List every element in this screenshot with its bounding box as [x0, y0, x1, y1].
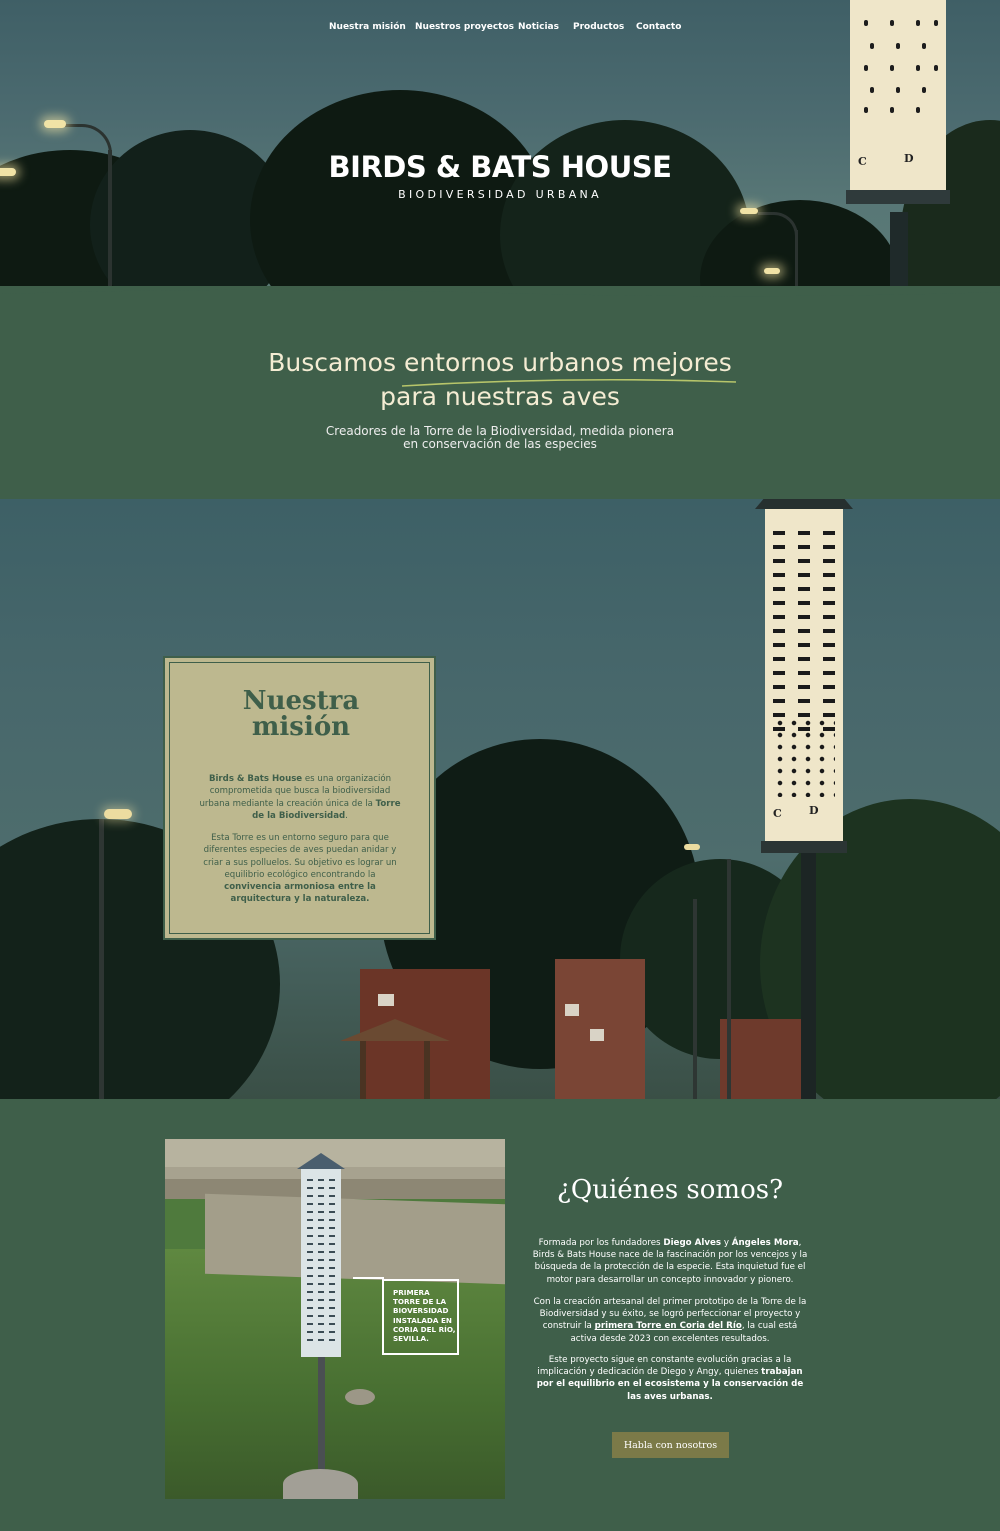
photo-court: [205, 1194, 505, 1284]
building: [720, 1019, 810, 1099]
wave-divider: [0, 286, 1000, 300]
about-text: Este proyecto sigue en constante evolución gracias a la implicación y dedicación de Diego y Angy, quienes: [537, 1355, 792, 1378]
site-subtitle: BIODIVERSIDAD URBANA: [398, 188, 602, 201]
nest-hole: [916, 107, 920, 113]
tower-letter: D: [904, 152, 914, 165]
biodiversity-tower: [765, 507, 843, 847]
nest-hole: [864, 65, 868, 71]
main-nav: [0, 22, 1000, 38]
caption-connector: [353, 1277, 384, 1279]
nav-link-projects[interactable]: Nuestros proyectos: [415, 22, 515, 32]
mission-title: Nuestra misión: [242, 686, 360, 742]
gazebo-roof: [340, 1019, 450, 1041]
about-title: ¿Quiénes somos?: [556, 1175, 784, 1205]
photo-caption-box: [382, 1279, 459, 1355]
founder-name: Ángeles Mora: [731, 1238, 799, 1248]
tagline-heading-line2: para nuestras aves: [380, 382, 620, 411]
mission-paragraph-2: [195, 832, 405, 906]
nest-slot-grid: [773, 521, 835, 741]
tower-roof: [755, 499, 853, 509]
mission-paragraph-1: [195, 773, 405, 822]
street-lamp-light: [684, 844, 700, 850]
gazebo-post: [424, 1041, 430, 1099]
contact-button[interactable]: Habla con nosotros: [612, 1432, 729, 1458]
photo-rocks: [345, 1389, 375, 1405]
tower-letter: C: [773, 807, 782, 820]
tagline-description-line2: en conservación de las especies: [403, 437, 597, 451]
about-text: , Birds & Bats House nace de la fascinación por los vencejos y la búsqueda de la protección de la especie. Esta inquietud fue el motor para desarrollar un concepto innovador y pionero.: [532, 1238, 808, 1285]
about-paragraph-1: [530, 1237, 810, 1286]
tagline-heading-highlight: entornos urbanos mejores: [403, 348, 732, 377]
nav-link-news[interactable]: Noticias: [518, 22, 559, 32]
street-lamp-light: [740, 208, 758, 214]
nest-hole: [870, 43, 874, 49]
street-lamp-light: [104, 809, 132, 819]
tagline-section: [0, 294, 1000, 499]
nest-hole: [896, 87, 900, 93]
tower-photo: [165, 1139, 505, 1499]
nest-hole: [864, 107, 868, 113]
nav-link-products[interactable]: Productos: [573, 22, 625, 32]
about-text: y: [721, 1238, 732, 1248]
about-paragraph-3: [530, 1354, 810, 1403]
photo-tower-roof: [297, 1153, 345, 1169]
photo-caption: PRIMERA TORRE DE LA BIOVERSIDAD INSTALADA EN CORIA DEL RÍO, SEVILLA.: [393, 1288, 456, 1344]
tagline-heading-part: Buscamos: [268, 348, 404, 377]
lamp-pole: [727, 859, 731, 1099]
building-window: [565, 1004, 579, 1016]
nest-hole: [890, 107, 894, 113]
mission-text: Esta Torre es un entorno seguro para que diferentes especies de aves puedan anidar y criar a sus polluelos. Su objetivo es lograr un equilibrio ecológico encontrando la: [203, 833, 397, 880]
nest-hole: [916, 65, 920, 71]
about-section: [0, 1099, 1000, 1531]
building-window: [378, 994, 394, 1006]
tower-letter: C: [858, 155, 867, 168]
mission-text-bold: Birds & Bats House: [208, 774, 303, 784]
coria-tower-link[interactable]: primera Torre en Coria del Río: [594, 1321, 742, 1332]
about-text: Formada por los fundadores: [538, 1238, 664, 1248]
mission-text-bold: Torre de la Biodiversidad: [252, 798, 401, 821]
gazebo-post: [360, 1041, 366, 1099]
nest-hole: [890, 65, 894, 71]
nest-slot-grid: [307, 1173, 335, 1343]
photo-tower: [301, 1167, 341, 1357]
building-window: [590, 1029, 604, 1041]
street-lamp-light: [764, 268, 780, 274]
photo-gravel: [283, 1469, 358, 1499]
mission-text: es una organización comprometida que busca la biodiversidad urbana mediante la creación única de la: [199, 774, 392, 809]
about-paragraph-2: [530, 1296, 810, 1345]
photo-tower-pole: [318, 1357, 325, 1482]
nest-hole: [896, 43, 900, 49]
lamp-pole: [99, 819, 104, 1099]
nest-hole: [922, 87, 926, 93]
mission-text-bold: convivencia armoniosa entre la arquitectura y la naturaleza.: [224, 882, 376, 905]
tower-letter: D: [809, 804, 819, 817]
about-text: , la cual está activa desde 2023 con excelentes resultados.: [570, 1321, 798, 1344]
tower-pole: [890, 212, 908, 294]
nest-hole: [870, 87, 874, 93]
nest-hole: [922, 43, 926, 49]
nav-link-contact[interactable]: Contacto: [636, 22, 682, 32]
lamp-pole: [795, 230, 798, 294]
about-text-bold: trabajan por el equilibrio en el ecosistema y la conservación de las aves urbanas.: [536, 1367, 804, 1402]
site-title: BIRDS & BATS HOUSE: [328, 150, 672, 184]
tower-base: [761, 841, 847, 853]
nest-hole: [934, 65, 938, 71]
nav-link-mission[interactable]: Nuestra misión: [329, 22, 406, 32]
tagline-description-line1: Creadores de la Torre de la Biodiversidad, medida pionera: [325, 424, 675, 438]
tower-pole: [801, 847, 816, 1099]
nest-hole-grid: [773, 717, 835, 797]
hero-section: [0, 0, 1000, 294]
founder-name: Diego Alves: [663, 1238, 722, 1248]
tagline-heading-line1: [0, 348, 1000, 377]
street-lamp-light: [44, 120, 66, 128]
about-text: Con la creación artesanal del primer prototipo de la Torre de la Biodiversidad y su éxito, se logró perfeccionar el proyecto y construir la: [533, 1297, 807, 1332]
mission-section: [0, 499, 1000, 1099]
lamp-pole: [693, 899, 697, 1099]
mission-text: .: [345, 810, 348, 821]
mission-card: [163, 656, 436, 940]
